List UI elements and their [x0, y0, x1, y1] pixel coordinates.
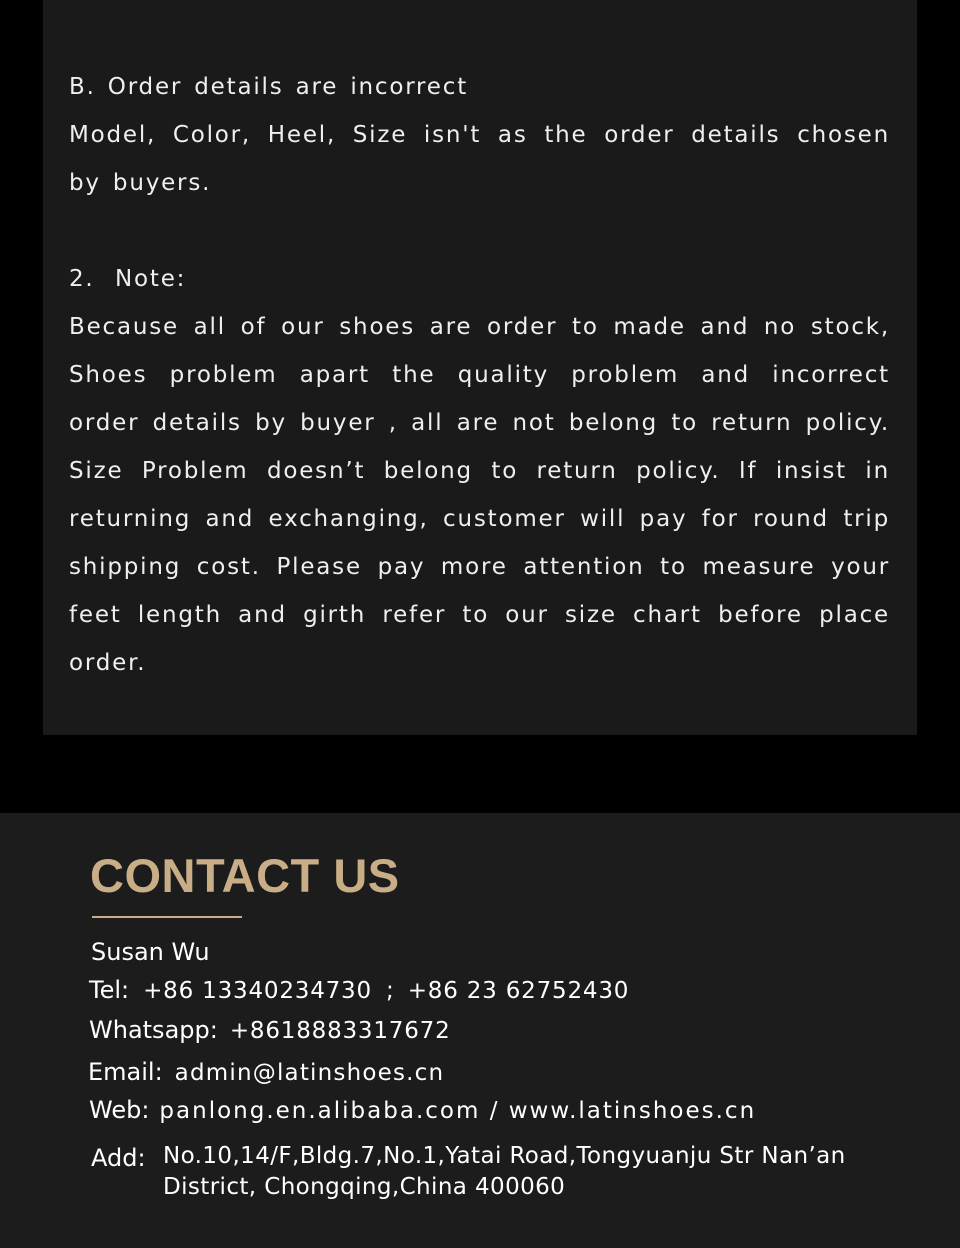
- web-label: Web:: [89, 1096, 150, 1124]
- note-number: 2.: [69, 266, 95, 292]
- section-b-body: Model, Color, Heel, Size isn't as the order details chosen by buyers.: [69, 122, 890, 196]
- tel-separator: ;: [385, 978, 394, 1004]
- whatsapp-label: Whatsapp:: [89, 1016, 218, 1044]
- address-row: [91, 1141, 146, 1178]
- note-label: Note:: [115, 266, 187, 292]
- contact-title: CONTACT US: [90, 849, 400, 902]
- section-b-heading: B. Order details are incorrect: [69, 74, 469, 100]
- address-value: No.10,14/F,Bldg.7,No.1,Yatai Road,Tongyuanju Str Nan’an District, Chongqing,China 400060: [163, 1143, 846, 1200]
- email-label: Email:: [88, 1058, 163, 1086]
- email-link[interactable]: admin@latinshoes.cn: [174, 1060, 445, 1086]
- tel-label: Tel:: [89, 976, 130, 1004]
- whatsapp-value[interactable]: +8618883317672: [229, 1018, 451, 1044]
- email-row: [88, 1055, 444, 1092]
- tel-value-1[interactable]: +86 13340234730: [143, 978, 372, 1004]
- contact-name: Susan Wu: [91, 938, 210, 966]
- tel-row: [89, 973, 629, 1010]
- web-row: [89, 1093, 756, 1130]
- note-body: Because all of our shoes are order to made and no stock, Shoes problem apart the quality problem and incorrect order details by buyer , all are not belong to return policy. Size Problem doesn’t belong to return policy. If insist in returning and exchanging, customer will pay for round trip shipping cost. Please pay more attention to measure your feet length and girth refer to our size chart before place order.: [69, 314, 890, 676]
- tel-value-2[interactable]: +86 23 62752430: [407, 978, 630, 1004]
- whatsapp-row: [89, 1013, 451, 1050]
- web-link[interactable]: panlong.en.alibaba.com / www.latinshoes.cn: [159, 1098, 757, 1124]
- contact-title-underline: [92, 916, 242, 918]
- note-heading: [69, 255, 890, 303]
- address-label: Add:: [91, 1144, 146, 1172]
